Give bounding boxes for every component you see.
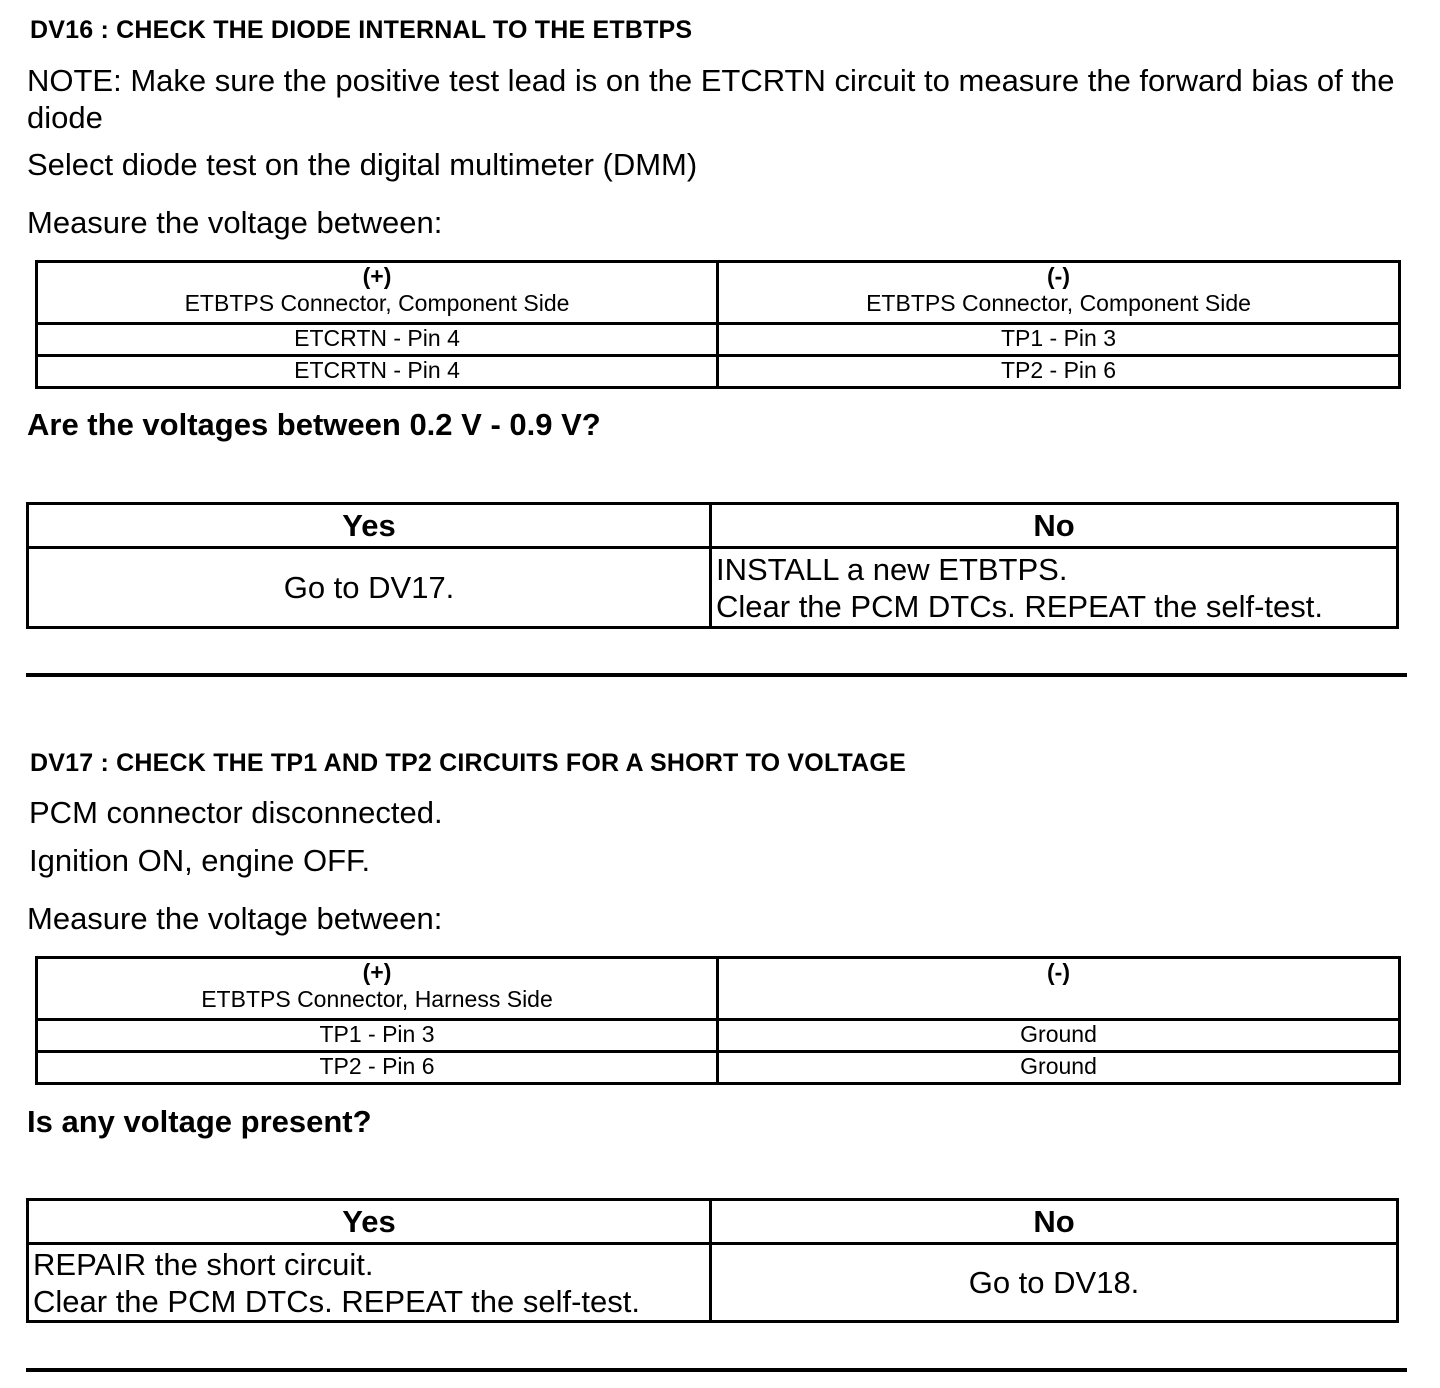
answer-header-row	[28, 1200, 1398, 1244]
dv17-measure-label: Measure the voltage between:	[27, 901, 443, 936]
table-header-row	[37, 958, 1400, 1020]
table-cell: TP1 - Pin 3	[718, 324, 1400, 356]
table-cell: Ground	[718, 1052, 1400, 1084]
no-action-line: Clear the PCM DTCs. REPEAT the self-test.	[716, 588, 1323, 624]
table-cell: TP1 - Pin 3	[37, 1020, 718, 1052]
table-cell: ETCRTN - Pin 4	[37, 356, 718, 388]
dv17-condition: PCM connector disconnected.	[29, 795, 443, 830]
positive-lead-header	[37, 262, 718, 324]
positive-sign: (+)	[362, 263, 392, 289]
dv17-condition: Ignition ON, engine OFF.	[29, 843, 371, 878]
positive-connector-label: ETBTPS Connector, Harness Side	[201, 986, 553, 1012]
no-header: No	[711, 1200, 1398, 1244]
positive-lead-header	[37, 958, 718, 1020]
no-action-line: INSTALL a new ETBTPS.	[716, 551, 1068, 587]
answer-row	[28, 548, 1398, 628]
no-action-line: Go to DV18.	[968, 1265, 1140, 1300]
dv16-measure-label: Measure the voltage between:	[27, 205, 443, 240]
positive-connector-label: ETBTPS Connector, Component Side	[184, 290, 570, 316]
table-row	[37, 1020, 1400, 1052]
section-divider	[26, 673, 1407, 677]
yes-header: Yes	[28, 1200, 711, 1244]
table-cell: TP2 - Pin 6	[37, 1052, 718, 1084]
table-row	[37, 1052, 1400, 1084]
yes-action-line: Go to DV17.	[283, 570, 455, 605]
dv16-title: DV16 : CHECK THE DIODE INTERNAL TO THE ETBTPS	[30, 16, 693, 44]
yes-action-line: Clear the PCM DTCs. REPEAT the self-test.	[33, 1283, 640, 1319]
dv17-title: DV17 : CHECK THE TP1 AND TP2 CIRCUITS FOR A SHORT TO VOLTAGE	[30, 749, 906, 777]
yes-action-line: REPAIR the short circuit.	[33, 1246, 374, 1282]
table-cell: Ground	[718, 1020, 1400, 1052]
negative-sign: (-)	[1047, 263, 1070, 289]
yes-header: Yes	[28, 504, 711, 548]
negative-lead-header	[718, 262, 1400, 324]
answer-row	[28, 1244, 1398, 1322]
dv16-measurement-table	[35, 260, 1401, 389]
dv17-question: Is any voltage present?	[27, 1104, 372, 1139]
table-row	[37, 324, 1400, 356]
negative-connector-label: ETBTPS Connector, Component Side	[866, 290, 1251, 316]
table-header-row	[37, 262, 1400, 324]
table-cell: ETCRTN - Pin 4	[37, 324, 718, 356]
no-action	[711, 548, 1398, 628]
dv17-answer-table	[26, 1198, 1399, 1323]
yes-action	[28, 548, 711, 628]
no-header: No	[711, 504, 1398, 548]
positive-sign: (+)	[362, 959, 392, 985]
dv16-question: Are the voltages between 0.2 V - 0.9 V?	[27, 407, 601, 442]
dv17-measurement-table	[35, 956, 1401, 1085]
negative-lead-header	[718, 958, 1400, 1020]
yes-action	[28, 1244, 711, 1322]
table-cell: TP2 - Pin 6	[718, 356, 1400, 388]
answer-header-row	[28, 504, 1398, 548]
dv16-note: NOTE: Make sure the positive test lead is on the ETCRTN circuit to measure the forward bias of the diode	[27, 63, 1395, 135]
dv16-instruction: Select diode test on the digital multimeter (DMM)	[27, 147, 698, 182]
no-action	[711, 1244, 1398, 1322]
dv16-answer-table	[26, 502, 1399, 629]
section-divider	[26, 1368, 1407, 1372]
table-row	[37, 356, 1400, 388]
negative-sign: (-)	[1047, 959, 1070, 985]
